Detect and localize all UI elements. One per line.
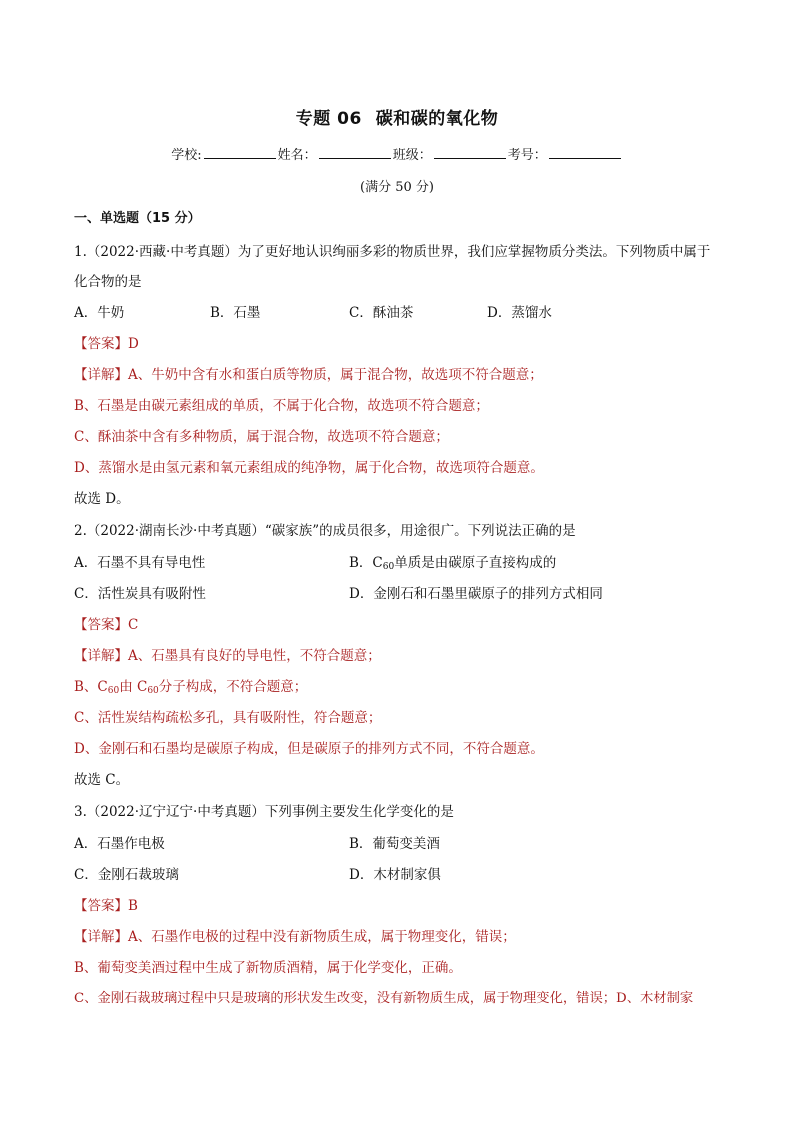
q3-detail-a [74,925,516,945]
q3-option-a: A．石墨作电极 [74,836,165,852]
q3-option-d: D．木材制家俱 [349,867,441,883]
exam-number-blank[interactable] [549,146,621,159]
detail-label: 【详解】 [74,929,128,945]
school-blank[interactable] [204,146,276,159]
q2-option-a: A．石墨不具有导电性 [74,555,206,571]
detail-label: 【详解】 [74,367,128,383]
exam-number-label: 考号： [507,148,547,163]
school-label: 学校: [171,148,202,163]
answer-label: 【答案】 [74,336,128,352]
subscript: 60 [147,686,159,696]
full-score: (满分 50 分) [360,180,434,195]
q1-detail-b: B、石墨是由碳元素组成的单质，不属于化合物，故选项不符合题意； [74,398,489,414]
page-title [0,104,794,129]
detail-text: A、石墨作电极的过程中没有新物质生成，属于物理变化，错误； [128,929,516,945]
answer-label: 【答案】 [74,617,128,633]
answer-value: B [128,898,138,914]
q3-detail-b: B、葡萄变美酒过程中生成了新物质酒精，属于化学变化，正确。 [74,960,462,976]
q1-detail-a [74,363,543,383]
name-blank[interactable] [319,146,391,159]
answer-value: D [128,336,139,352]
q1-detail-c: C、酥油茶中含有多种物质，属于混合物，故选项不符合题意； [74,429,449,445]
q2-conclusion: 故选 C。 [74,772,130,788]
q2-detail-d: D、金刚石和石墨均是碳原子构成，但是碳原子的排列方式不同，不符合题意。 [74,741,544,757]
title-number: 专题 06 [295,109,362,129]
class-label: 班级： [392,148,432,163]
q2-option-b [349,551,556,572]
q2-detail-a [74,644,381,664]
q2-detail-b [74,675,307,696]
q1-option-b: B．石墨 [210,305,261,321]
answer-value: C [128,617,139,633]
option-b-text: 单质是由碳原子直接构成的 [394,555,557,571]
detail-part: 由 C [119,679,148,695]
name-label: 姓名： [277,148,317,163]
detail-label: 【详解】 [74,648,128,664]
option-b-prefix: B．C [349,555,383,571]
q3-stem: 3.（2022·辽宁辽宁·中考真题）下列事例主要发生化学变化的是 [74,804,454,820]
subscript: 60 [107,686,120,696]
student-info-line [0,144,794,163]
q1-detail-d: D、蒸馏水是由氢元素和氧元素组成的纯净物，属于化合物，故选项符合题意。 [74,460,544,476]
section-title: 一、单选题（15 分） [74,211,201,226]
subscript: 60 [382,562,395,572]
q1-option-a: A．牛奶 [74,305,125,321]
q3-option-b: B．葡萄变美酒 [349,836,440,852]
q1-answer [74,332,139,352]
detail-part: B、C [74,679,108,695]
q2-option-d: D．金刚石和石墨里碳原子的排列方式相同 [349,586,603,602]
q2-detail-c: C、活性炭结构疏松多孔，具有吸附性，符合题意； [74,710,382,726]
q1-stem-line2: 化合物的是 [74,274,142,290]
title-text: 碳和碳的氧化物 [375,109,499,129]
q3-answer [74,894,138,914]
q1-stem-line1: 1.（2022·西藏·中考真题）为了更好地认识绚丽多彩的物质世界，我们应掌握物质分类法。下列物质中属于 [74,244,711,260]
q2-answer [74,613,138,633]
q3-option-c: C．金刚石裁玻璃 [74,867,179,883]
q3-detail-c: C、金刚石裁玻璃过程中只是玻璃的形状发生改变，没有新物质生成，属于物理变化，错误；D、木材制家 [74,991,694,1006]
q1-conclusion: 故选 D。 [74,491,130,507]
detail-part: 分子构成，不符合题意； [158,679,308,695]
q1-option-c: C．酥油茶 [349,305,414,321]
q2-option-c: C．活性炭具有吸附性 [74,586,206,602]
class-blank[interactable] [434,146,506,159]
q2-stem: 2.（2022·湖南长沙·中考真题）“碳家族”的成员很多，用途很广。下列说法正确的是 [74,523,576,539]
answer-label: 【答案】 [74,898,128,914]
q1-option-d: D．蒸馏水 [487,305,552,321]
detail-text: A、石墨具有良好的导电性，不符合题意； [128,648,381,664]
detail-text: A、牛奶中含有水和蛋白质等物质，属于混合物，故选项不符合题意； [128,367,543,383]
